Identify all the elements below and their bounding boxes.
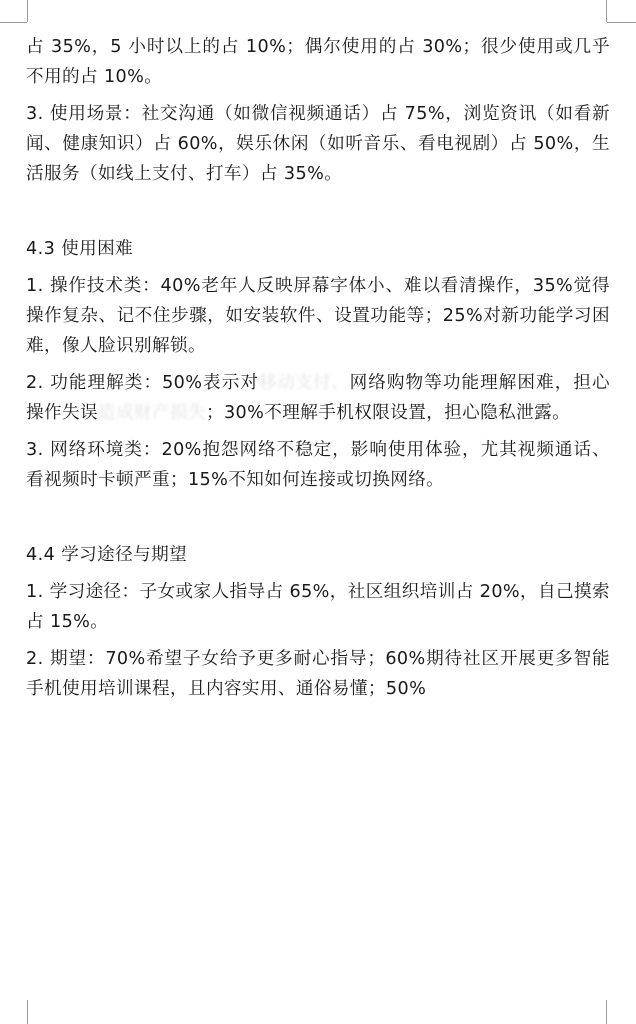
crop-mark — [27, 1000, 28, 1024]
crop-mark — [27, 0, 28, 22]
list-item: 3. 网络环境类：20%抱怨网络不稳定，影响使用体验，尤其视频通话、看视频时卡顿严重；15%不知如何连接或切换网络。 — [26, 440, 610, 490]
crop-mark — [606, 0, 607, 22]
spacer — [26, 196, 610, 234]
document-body — [26, 32, 610, 711]
paragraph-usage-scenarios: 3. 使用场景：社交沟通（如微信视频通话）占 75%，浏览资讯（如看新闻、健康知识）占 60%，娱乐休闲（如听音乐、看电视剧）占 50%，生活服务（如线上支付、打车）占 35%。 — [26, 104, 610, 184]
item-text: ；30%不理解手机权限设置，担心隐私泄露。 — [205, 403, 571, 423]
section-heading-difficulties: 4.3 使用困难 — [26, 239, 134, 259]
spacer — [26, 502, 610, 540]
paragraph-usage-duration: 占 35%，5 小时以上的占 10%；偶尔使用的占 30%；很少使用或几乎不用的占 10%。 — [26, 37, 610, 87]
smudged-text: 造成财产损失 — [97, 403, 206, 423]
crop-mark — [606, 1000, 607, 1024]
list-item: 1. 操作技术类：40%老年人反映屏幕字体小、难以看清操作，35%觉得操作复杂、记不住步骤，如安装软件、设置功能等；25%对新功能学习困难，像人脸识别解锁。 — [26, 276, 610, 356]
list-item: 1. 学习途径：子女或家人指导占 65%，社区组织培训占 20%，自己摸索占 15%。 — [26, 582, 611, 632]
item-text: 2. 功能理解类：50%表示对 — [26, 373, 259, 393]
list-item: 2. 期望：70%希望子女给予更多耐心指导；60%期待社区开展更多智能手机使用培训课程，且内容实用、通俗易懂；50% — [26, 649, 610, 699]
crop-mark — [0, 22, 27, 23]
smudged-text: 移动支付、 — [258, 373, 349, 393]
section-heading-learning: 4.4 学习途径与期望 — [26, 545, 188, 565]
item-text: 网络购物等功能理解困难，担心操作失误 — [26, 373, 610, 423]
crop-mark — [607, 22, 636, 23]
list-item — [26, 368, 610, 428]
